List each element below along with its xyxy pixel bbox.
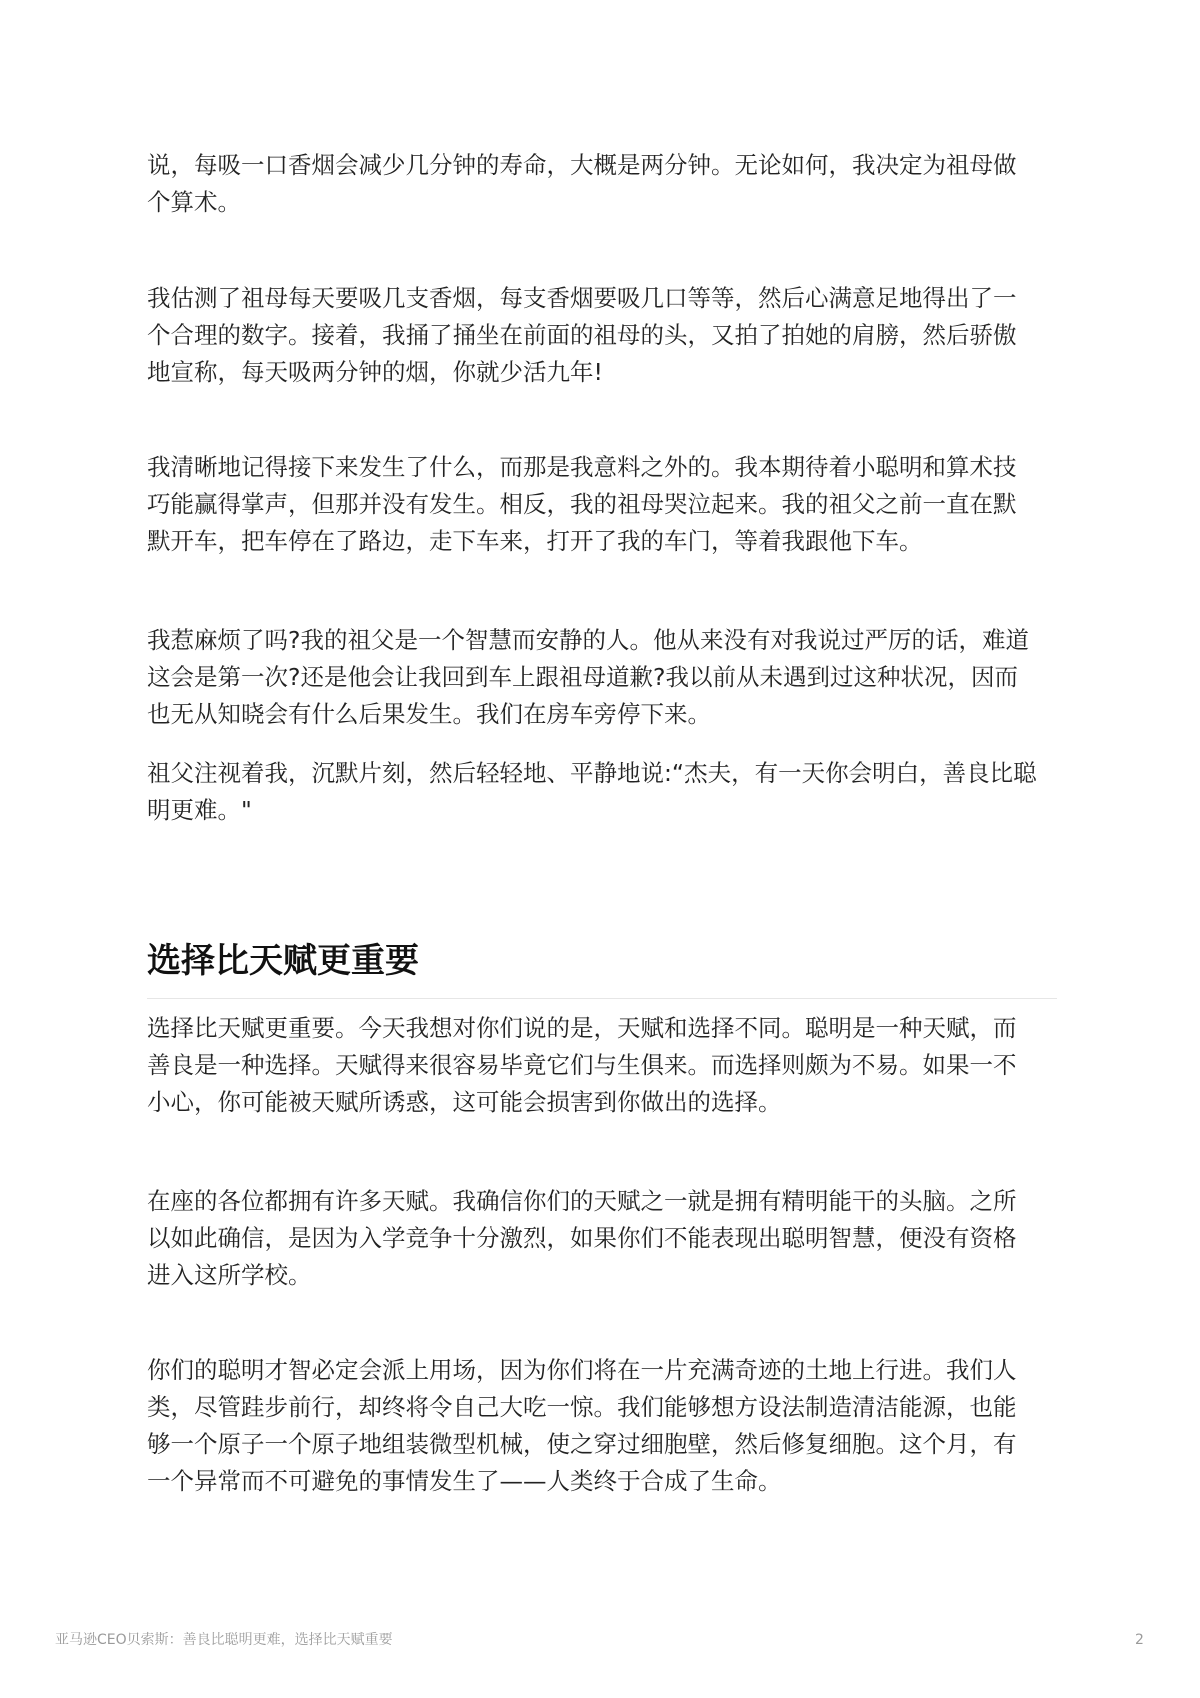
text-line: 说，每吸一口香烟会减少几分钟的寿命，大概是两分钟。无论如何，我决定为祖母做 — [147, 151, 1017, 179]
text-line: 也无从知晓会有什么后果发生。我们在房车旁停下来。 — [147, 700, 711, 728]
footer-document-title: 亚马逊CEO贝索斯：善良比聪明更难，选择比天赋重要 — [55, 1632, 393, 1648]
text-line: 默开车，把车停在了路边，走下车来，打开了我的车门，等着我跟他下车。 — [147, 527, 923, 555]
paragraph — [147, 1352, 1059, 1500]
heading-divider — [147, 998, 1057, 999]
paragraph — [147, 1183, 1059, 1294]
section-heading: 选择比天赋更重要 — [147, 941, 419, 981]
text-line: 小心，你可能被天赋所诱惑，这可能会损害到你做出的选择。 — [147, 1088, 782, 1116]
text-line: 类，尽管跬步前行，却终将令自己大吃一惊。我们能够想方设法制造清洁能源，也能 — [147, 1393, 1017, 1421]
paragraph — [147, 755, 1059, 829]
text-line: 一个异常而不可避免的事情发生了——人类终于合成了生命。 — [147, 1467, 782, 1495]
text-line: 你们的聪明才智必定会派上用场，因为你们将在一片充满奇迹的土地上行进。我们人 — [147, 1356, 1017, 1384]
footer-page-number: 2 — [1135, 1632, 1144, 1648]
paragraph — [147, 622, 1059, 733]
text-line: 善良是一种选择。天赋得来很容易毕竟它们与生俱来。而选择则颇为不易。如果一不 — [147, 1051, 1017, 1079]
text-line: 明更难。" — [147, 796, 252, 824]
paragraph — [147, 449, 1059, 560]
paragraph — [147, 1010, 1059, 1121]
text-line: 个合理的数字。接着，我捅了捅坐在前面的祖母的头，又拍了拍她的肩膀，然后骄傲 — [147, 321, 1017, 349]
text-line: 在座的各位都拥有许多天赋。我确信你们的天赋之一就是拥有精明能干的头脑。之所 — [147, 1187, 1017, 1215]
text-line: 地宣称，每天吸两分钟的烟，你就少活九年! — [147, 358, 603, 386]
text-line: 够一个原子一个原子地组装微型机械，使之穿过细胞壁，然后修复细胞。这个月，有 — [147, 1430, 1017, 1458]
text-line: 进入这所学校。 — [147, 1261, 312, 1289]
text-line: 这会是第一次?还是他会让我回到车上跟祖母道歉?我以前从未遇到过这种状况，因而 — [147, 663, 1018, 691]
text-line: 我估测了祖母每天要吸几支香烟，每支香烟要吸几口等等，然后心满意足地得出了一 — [147, 284, 1017, 312]
paragraph — [147, 147, 1059, 221]
text-line: 巧能赢得掌声，但那并没有发生。相反，我的祖母哭泣起来。我的祖父之前一直在默 — [147, 490, 1017, 518]
text-line: 个算术。 — [147, 188, 241, 216]
text-line: 我惹麻烦了吗?我的祖父是一个智慧而安静的人。他从来没有对我说过严厉的话，难道 — [147, 626, 1029, 654]
text-line: 我清晰地记得接下来发生了什么，而那是我意料之外的。我本期待着小聪明和算术技 — [147, 453, 1017, 481]
text-line: 祖父注视着我，沉默片刻，然后轻轻地、平静地说:“杰夫，有一天你会明白，善良比聪 — [147, 759, 1037, 787]
text-line: 选择比天赋更重要。今天我想对你们说的是，天赋和选择不同。聪明是一种天赋，而 — [147, 1014, 1017, 1042]
text-line: 以如此确信，是因为入学竞争十分激烈，如果你们不能表现出聪明智慧，便没有资格 — [147, 1224, 1017, 1252]
paragraph — [147, 280, 1059, 391]
